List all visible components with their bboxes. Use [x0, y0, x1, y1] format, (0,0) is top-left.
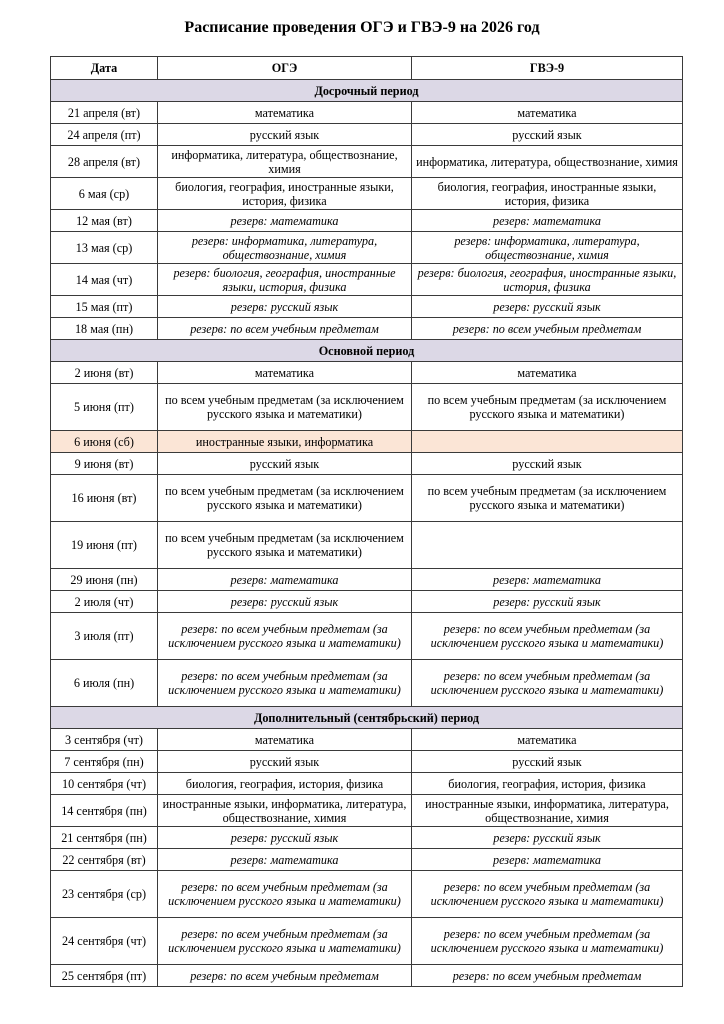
oge-cell: математика — [158, 729, 412, 751]
date-cell: 3 июля (пт) — [51, 613, 158, 660]
oge-cell: информатика, литература, обществознание, химия — [158, 146, 412, 178]
date-cell: 13 мая (ср) — [51, 232, 158, 264]
gve-cell: резерв: информатика, литература, обществознание, химия — [412, 232, 683, 264]
gve-cell: резерв: по всем учебным предметам — [412, 318, 683, 340]
table-row — [51, 795, 683, 827]
date-cell: 5 июня (пт) — [51, 384, 158, 431]
gve-cell: резерв: математика — [412, 210, 683, 232]
table-row — [51, 475, 683, 522]
oge-cell: иностранные языки, информатика — [158, 431, 412, 453]
table-row — [51, 264, 683, 296]
table-row — [51, 773, 683, 795]
table-row — [51, 431, 683, 453]
header-gve: ГВЭ-9 — [412, 57, 683, 80]
table-row — [51, 296, 683, 318]
date-cell: 6 мая (ср) — [51, 178, 158, 210]
table-row — [51, 124, 683, 146]
schedule-body — [51, 80, 683, 987]
table-row — [51, 210, 683, 232]
date-cell: 14 мая (чт) — [51, 264, 158, 296]
oge-cell: по всем учебным предметам (за исключением русского языка и математики) — [158, 384, 412, 431]
gve-cell: резерв: русский язык — [412, 827, 683, 849]
gve-cell: резерв: по всем учебным предметам — [412, 965, 683, 987]
table-row — [51, 729, 683, 751]
gve-cell: резерв: по всем учебным предметам (за исключением русского языка и математики) — [412, 660, 683, 707]
date-cell: 24 сентября (чт) — [51, 918, 158, 965]
date-cell: 2 июля (чт) — [51, 591, 158, 613]
table-row — [51, 569, 683, 591]
gve-cell: по всем учебным предметам (за исключением русского языка и математики) — [412, 384, 683, 431]
date-cell: 12 мая (вт) — [51, 210, 158, 232]
date-cell: 21 апреля (вт) — [51, 102, 158, 124]
date-cell: 6 июля (пн) — [51, 660, 158, 707]
gve-cell: русский язык — [412, 453, 683, 475]
period-title: Основной период — [51, 340, 683, 362]
date-cell: 25 сентября (пт) — [51, 965, 158, 987]
gve-cell: математика — [412, 102, 683, 124]
date-cell: 15 мая (пт) — [51, 296, 158, 318]
table-row — [51, 918, 683, 965]
date-cell: 6 июня (сб) — [51, 431, 158, 453]
period-row — [51, 707, 683, 729]
gve-cell: резерв: математика — [412, 569, 683, 591]
oge-cell: резерв: математика — [158, 569, 412, 591]
gve-cell: биология, география, история, физика — [412, 773, 683, 795]
period-title: Досрочный период — [51, 80, 683, 102]
oge-cell: биология, география, иностранные языки, история, физика — [158, 178, 412, 210]
gve-cell: русский язык — [412, 124, 683, 146]
gve-cell: резерв: биология, география, иностранные языки, история, физика — [412, 264, 683, 296]
table-row — [51, 362, 683, 384]
date-cell: 28 апреля (вт) — [51, 146, 158, 178]
gve-cell: резерв: по всем учебным предметам (за исключением русского языка и математики) — [412, 918, 683, 965]
gve-cell: иностранные языки, информатика, литература, обществознание, химия — [412, 795, 683, 827]
table-row — [51, 965, 683, 987]
table-row — [51, 871, 683, 918]
table-row — [51, 522, 683, 569]
gve-cell: русский язык — [412, 751, 683, 773]
gve-cell: биология, география, иностранные языки, история, физика — [412, 178, 683, 210]
date-cell: 24 апреля (пт) — [51, 124, 158, 146]
table-header-row — [51, 57, 683, 80]
table-row — [51, 318, 683, 340]
date-cell: 22 сентября (вт) — [51, 849, 158, 871]
table-row — [51, 146, 683, 178]
oge-cell: резерв: по всем учебным предметам (за исключением русского языка и математики) — [158, 613, 412, 660]
date-cell: 2 июня (вт) — [51, 362, 158, 384]
gve-cell: информатика, литература, обществознание, химия — [412, 146, 683, 178]
oge-cell: математика — [158, 102, 412, 124]
oge-cell: по всем учебным предметам (за исключением русского языка и математики) — [158, 475, 412, 522]
oge-cell: резерв: по всем учебным предметам — [158, 318, 412, 340]
oge-cell: резерв: по всем учебным предметам (за исключением русского языка и математики) — [158, 871, 412, 918]
oge-cell: резерв: русский язык — [158, 591, 412, 613]
gve-cell: по всем учебным предметам (за исключением русского языка и математики) — [412, 475, 683, 522]
schedule-table — [50, 56, 683, 987]
date-cell: 21 сентября (пн) — [51, 827, 158, 849]
date-cell: 23 сентября (ср) — [51, 871, 158, 918]
gve-cell: резерв: по всем учебным предметам (за исключением русского языка и математики) — [412, 613, 683, 660]
header-oge: ОГЭ — [158, 57, 412, 80]
oge-cell: резерв: биология, география, иностранные языки, история, физика — [158, 264, 412, 296]
oge-cell: резерв: по всем учебным предметам — [158, 965, 412, 987]
oge-cell: резерв: русский язык — [158, 296, 412, 318]
oge-cell: резерв: математика — [158, 849, 412, 871]
table-row — [51, 591, 683, 613]
header-date: Дата — [51, 57, 158, 80]
table-row — [51, 751, 683, 773]
oge-cell: резерв: математика — [158, 210, 412, 232]
date-cell: 10 сентября (чт) — [51, 773, 158, 795]
oge-cell: резерв: по всем учебным предметам (за исключением русского языка и математики) — [158, 918, 412, 965]
oge-cell: резерв: по всем учебным предметам (за исключением русского языка и математики) — [158, 660, 412, 707]
period-title: Дополнительный (сентябрьский) период — [51, 707, 683, 729]
gve-cell: резерв: по всем учебным предметам (за исключением русского языка и математики) — [412, 871, 683, 918]
table-row — [51, 232, 683, 264]
table-row — [51, 178, 683, 210]
period-row — [51, 340, 683, 362]
date-cell: 14 сентября (пн) — [51, 795, 158, 827]
table-row — [51, 827, 683, 849]
oge-cell: русский язык — [158, 751, 412, 773]
gve-cell: математика — [412, 362, 683, 384]
oge-cell: русский язык — [158, 124, 412, 146]
gve-cell: резерв: русский язык — [412, 591, 683, 613]
table-row — [51, 453, 683, 475]
oge-cell: по всем учебным предметам (за исключением русского языка и математики) — [158, 522, 412, 569]
date-cell: 7 сентября (пн) — [51, 751, 158, 773]
date-cell: 9 июня (вт) — [51, 453, 158, 475]
table-row — [51, 613, 683, 660]
table-row — [51, 660, 683, 707]
oge-cell: математика — [158, 362, 412, 384]
gve-cell: резерв: русский язык — [412, 296, 683, 318]
oge-cell: иностранные языки, информатика, литература, обществознание, химия — [158, 795, 412, 827]
date-cell: 19 июня (пт) — [51, 522, 158, 569]
oge-cell: биология, география, история, физика — [158, 773, 412, 795]
date-cell: 29 июня (пн) — [51, 569, 158, 591]
date-cell: 18 мая (пн) — [51, 318, 158, 340]
gve-cell — [412, 431, 683, 453]
gve-cell — [412, 522, 683, 569]
oge-cell: русский язык — [158, 453, 412, 475]
gve-cell: математика — [412, 729, 683, 751]
oge-cell: резерв: информатика, литература, обществознание, химия — [158, 232, 412, 264]
table-row — [51, 384, 683, 431]
table-row — [51, 102, 683, 124]
gve-cell: резерв: математика — [412, 849, 683, 871]
page-title: Расписание проведения ОГЭ и ГВЭ-9 на 2026 год — [184, 19, 540, 36]
date-cell: 16 июня (вт) — [51, 475, 158, 522]
period-row — [51, 80, 683, 102]
oge-cell: резерв: русский язык — [158, 827, 412, 849]
table-row — [51, 849, 683, 871]
date-cell: 3 сентября (чт) — [51, 729, 158, 751]
